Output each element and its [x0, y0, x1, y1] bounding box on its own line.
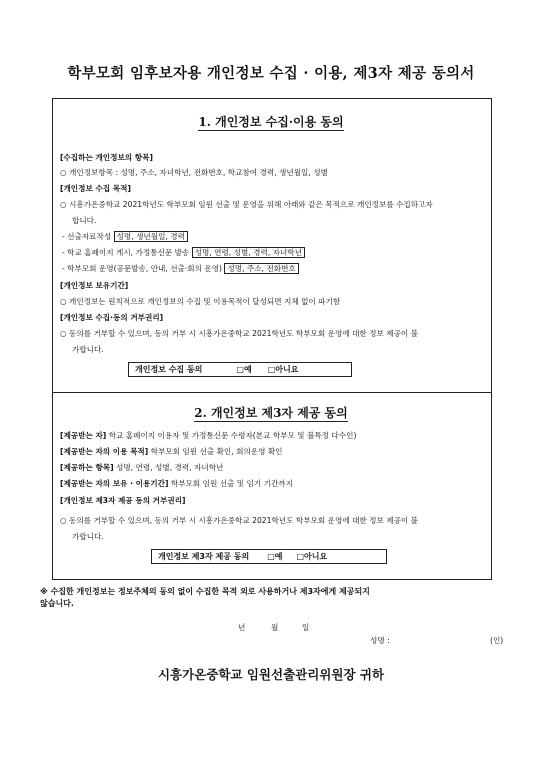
section2-refusal-line2: 가합니다. [72, 532, 104, 541]
seal-mark: (인) [490, 636, 504, 645]
section1-items-label: [수집하는 개인정보의 항목] [60, 153, 153, 162]
document-title: 학부모회 임후보자용 개인정보 수집 · 이용, 제3자 제공 동의서 [67, 65, 475, 82]
section2-refusal-label: [개인정보 제3자 제공 동의 거부권리] [60, 496, 186, 505]
section2-consent-yes[interactable]: □예 [267, 552, 283, 561]
section1-refusal-line2: 가합니다. [72, 345, 104, 354]
section2-refusal-line1: ○ 동의를 거부할 수 있으며, 동의 거부 시 시흥가온중학교 2021학년도 학부모회 운영에 대한 정보 제공이 불 [60, 516, 418, 525]
section1-purpose-sub1: - 선출자료작성 성명, 생년월일, 경력 [62, 231, 188, 242]
notice-line2: 않습니다. [40, 599, 74, 608]
section2-recipient: [제공받는 자] 학교 홈페이지 이용자 및 가정통신문 수령자(본교 학부모 및 불특정 다수인) [60, 431, 357, 440]
section-divider [52, 392, 491, 393]
notice-line1: ※ 수집한 개인정보는 정보주체의 동의 없이 수집한 목적 외로 사용하거나 제3자에게 제공되지 [40, 587, 370, 596]
section2-use: [제공받는 자의 이용 목적] 학부모회 임원 선출 확인, 회의운영 확인 [60, 447, 283, 456]
section2-consent-no[interactable]: □아니요 [296, 552, 328, 561]
name-label: 성명 : [370, 636, 390, 645]
section1-purpose-sub2: - 학교 홈페이지 게시, 가정통신문 발송 성명, 연령, 성별, 경력, 자녀학년 [62, 247, 305, 258]
section1-consent-label: 개인정보 수집 동의 [135, 365, 203, 374]
section2-period: [제공받는 자의 보유 · 이용기간] 학부모회 임원 선출 및 임기 기간까지 [60, 479, 293, 488]
section1-consent-no[interactable]: □아니요 [267, 365, 299, 374]
section1-heading: 1. 개인정보 수집·이용 동의 [198, 115, 344, 129]
section1-retention-text: ○ 개인정보는 원칙적으로 개인정보의 수집 및 이용목적이 달성되면 지체 없이 파기함 [60, 297, 341, 306]
section1-purpose-line1: ○ 시흥가온중학교 2021학년도 학부모회 임원 선출 및 운영을 위해 아래와 같은 목적으로 개인정보를 수집하고자 [60, 200, 433, 209]
section1-items-text: ○ 개인정보항목 : 성명, 주소, 자녀학년, 전화번호, 학교참여 경력, 생년월일, 성별 [60, 168, 328, 177]
section2-provided: [제공하는 항목] 성명, 연령, 성별, 경력, 자녀학년 [60, 463, 224, 472]
section1-retention-label: [개인정보 보유기간] [60, 281, 129, 290]
section1-purpose-sub3: - 학부모회 운영(공문발송, 안내, 선출·회의 운영) 성명, 주소, 전화번호 [62, 263, 299, 274]
section1-consent-yes[interactable]: □예 [236, 365, 252, 374]
section1-refusal-line1: ○ 동의를 거부할 수 있으며, 동의 거부 시 시흥가온중학교 2021학년도 학부모회 운영에 대한 정보 제공이 불 [60, 329, 418, 338]
section2-heading: 2. 개인정보 제3자 제공 동의 [194, 406, 348, 420]
date-year: 년 [238, 623, 246, 632]
section2-consent-label: 개인정보 제3자 제공 동의 [158, 552, 250, 561]
section1-purpose-label: [개인정보 수집 목적] [60, 184, 131, 193]
date-day: 일 [302, 623, 310, 632]
section1-refusal-label: [개인정보 수집·동의 거부권리] [60, 313, 164, 322]
date-month: 월 [271, 623, 279, 632]
section1-purpose-line2: 합니다. [72, 216, 97, 225]
addressee: 시흥가온중학교 임원선출관리위원장 귀하 [157, 667, 385, 682]
section2-consent-bar [151, 549, 387, 564]
section1-consent-bar [128, 362, 352, 377]
